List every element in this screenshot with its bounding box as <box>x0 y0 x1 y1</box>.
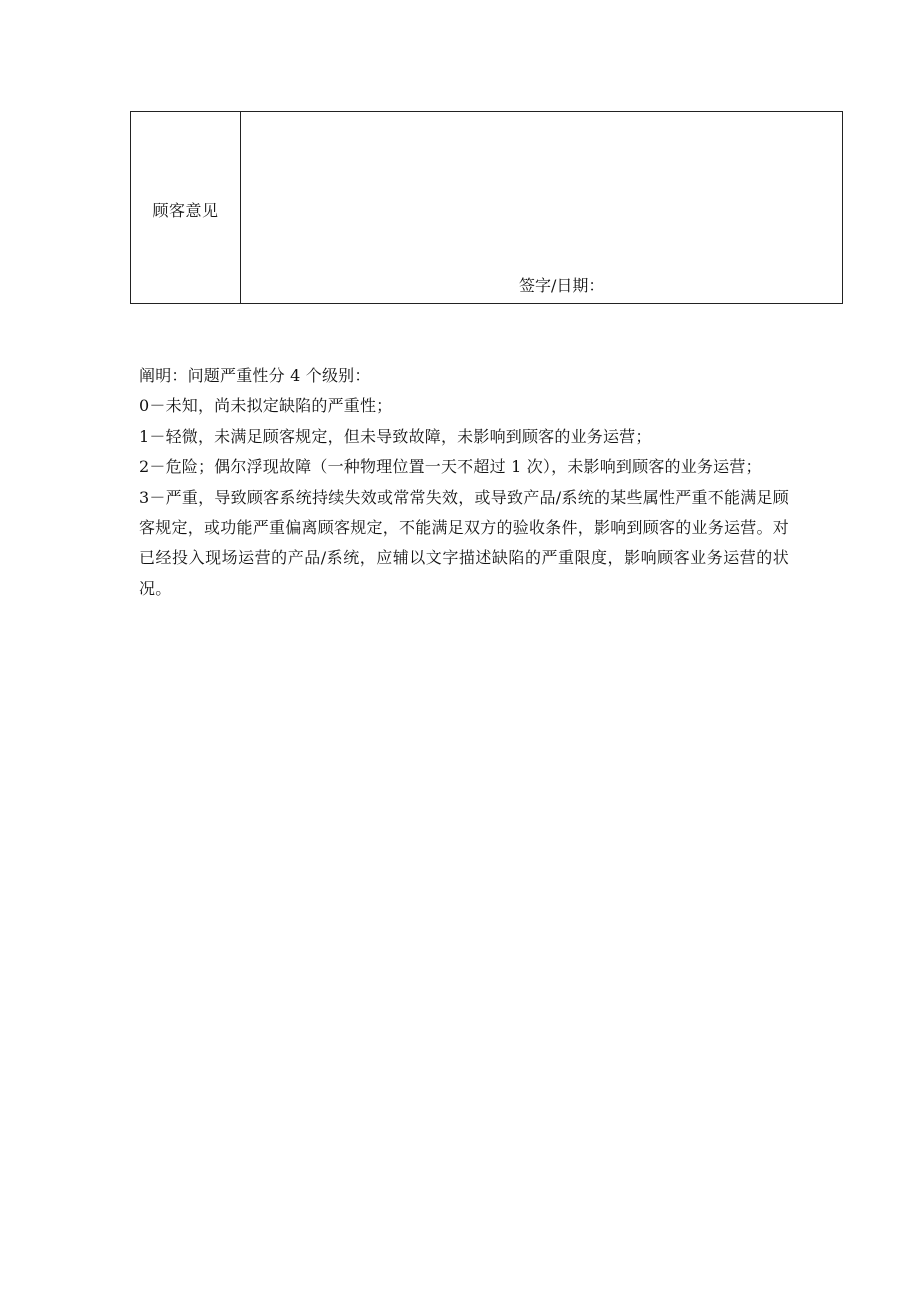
severity-level-3: 3－严重，导致顾客系统持续失效或常常失效，或导致产品/系统的某些属性严重不能满足顾客规定，或功能严重偏离顾客规定，不能满足双方的验收条件，影响到顾客的业务运营。对已经投入现场运营的产品/系统，应辅以文字描述缺陷的严重限度，影响顾客业务运营的状况。 <box>139 487 789 598</box>
customer-opinion-content-cell <box>241 112 842 303</box>
severity-level-1: 1－轻微，未满足顾客规定，但未导致故障，未影响到顾客的业务运营； <box>139 426 652 446</box>
customer-opinion-label: 顾客意见 <box>152 201 219 220</box>
severity-level-0: 0－未知，尚未拟定缺陷的严重性； <box>139 396 393 416</box>
customer-opinion-table <box>130 111 843 304</box>
signature-date-label: 签字/日期： <box>519 276 605 295</box>
severity-notes-intro: 阐明：问题严重性分 4 个级别： <box>139 366 371 385</box>
customer-opinion-label-cell <box>131 112 241 303</box>
severity-level-2: 2－危险；偶尔浮现故障（一种物理位置一天不超过 1 次），未影响到顾客的业务运营； <box>139 457 762 477</box>
severity-notes <box>139 361 789 604</box>
